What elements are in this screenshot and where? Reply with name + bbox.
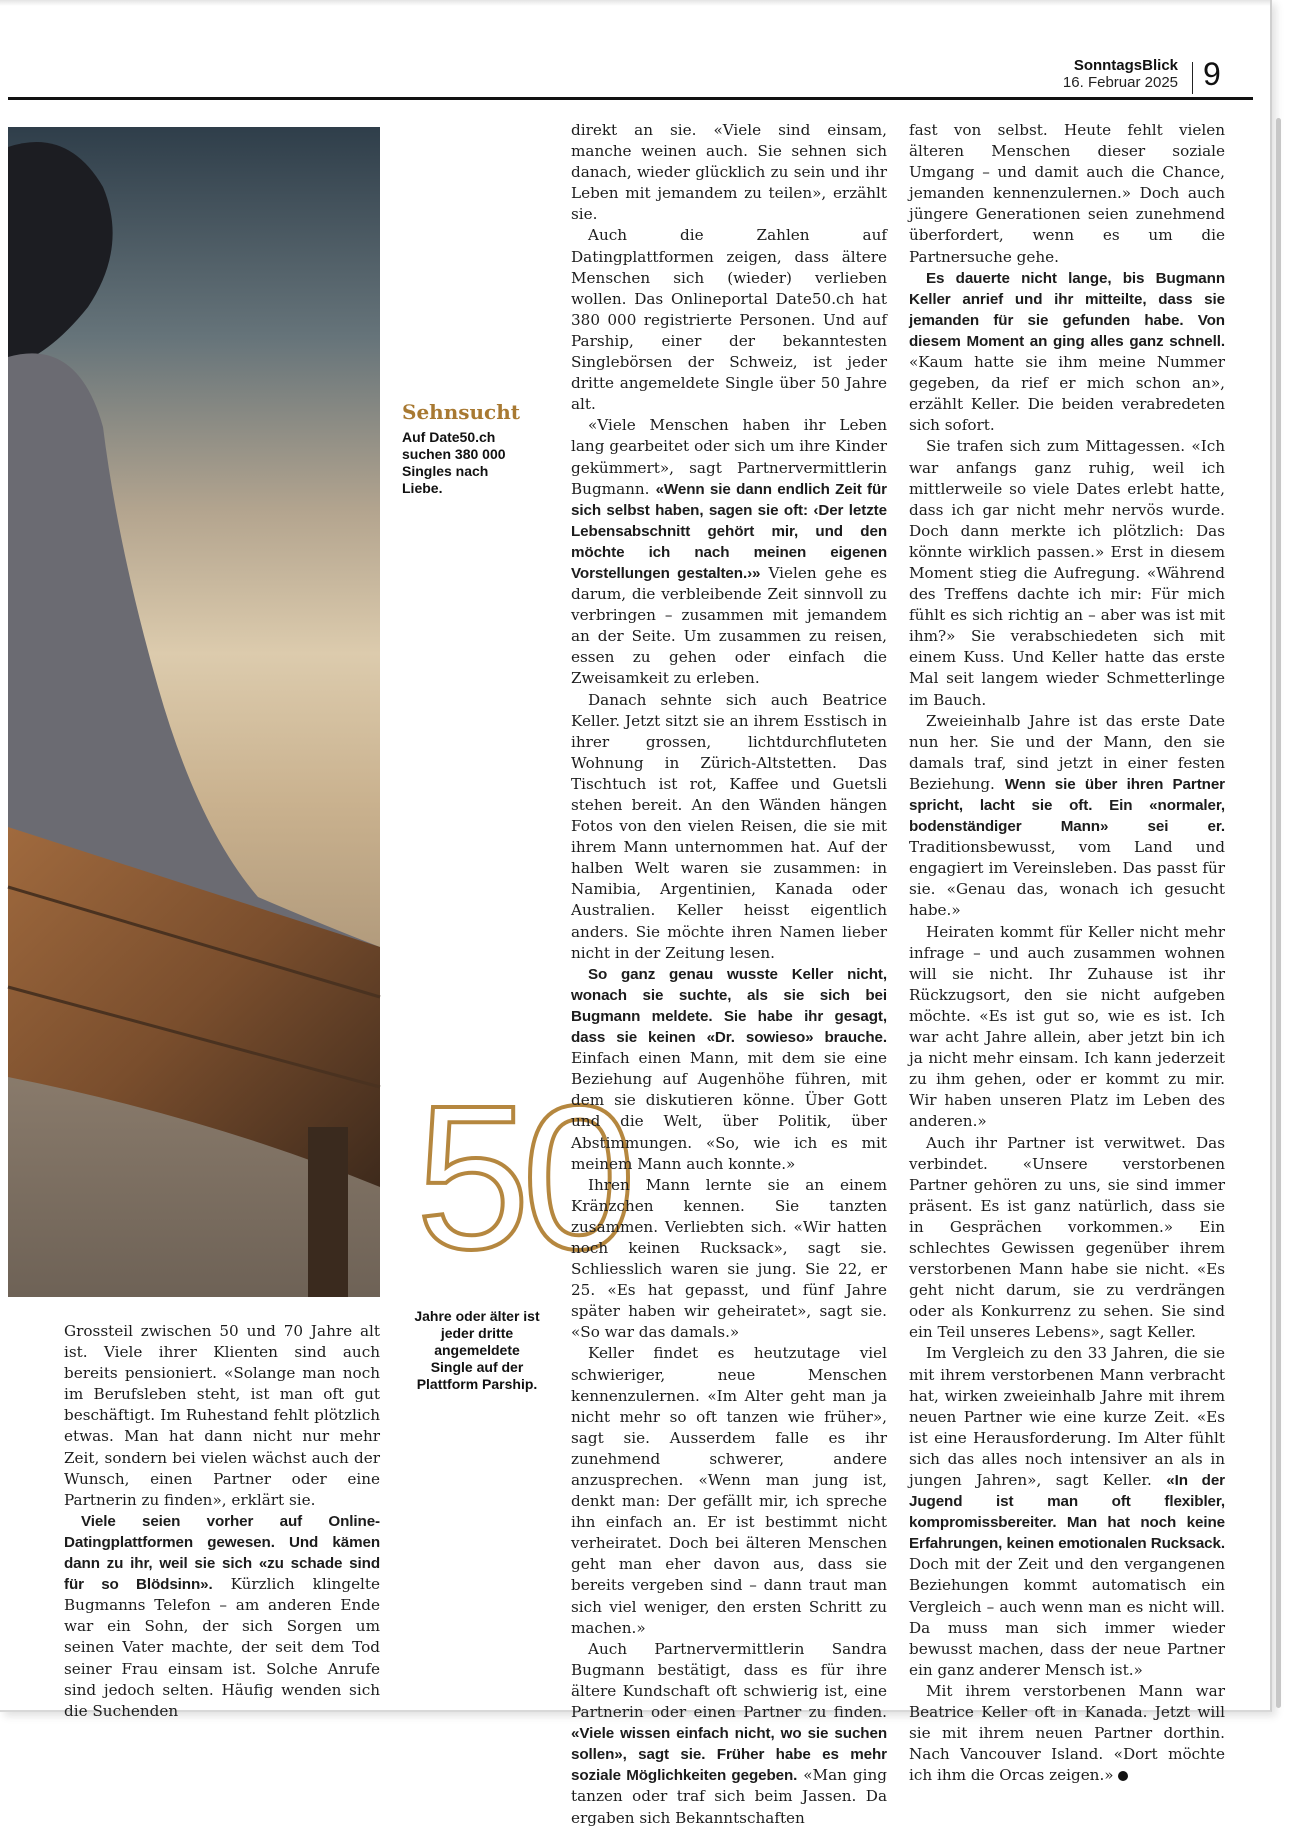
paragraph (571, 690, 887, 964)
paragraph (571, 964, 887, 1175)
paragraph-text: Auch die Zahlen auf Datingplattformen zeigen, dass ältere Menschen sich (wieder) verlieben wollen. Das Onlineportal Date50.ch hat 380 000 registrierte Personen. Und auf Parship, einer der bekanntesten Singlebörsen der Schweiz, ist jeder dritte angemeldete Single über 50 Jahre alt. (571, 226, 887, 414)
publication-date: 16. Februar 2025 (1062, 74, 1178, 91)
highlighted-quote: Wenn sie über ihren Partner spricht, lacht sie oft. Ein «normaler, bodenständiger Mann» sei er. (909, 775, 1225, 836)
paragraph-text: Auch Partnervermittlerin Sandra Bugmann bestätigt, dass es für ihre ältere Kundschaft oft schwierig ist, eine Partnerin oder einen Partner zu finden. (571, 1639, 887, 1722)
paragraph-text: Vielen gehe es darum, die verbleibende Zeit sinnvoll zu verbringen – zusammen mit jemandem an der Seite. Um zusammen zu reisen, essen zu gehen oder einfach die Zweisamkeit zu erleben. (571, 563, 887, 688)
publication-name: SonntagsBlick (1073, 57, 1178, 74)
paragraph (571, 1343, 887, 1638)
paragraph (909, 1343, 1225, 1681)
paragraph (64, 1321, 380, 1511)
paragraph-text: Ihren Mann lernte sie an einem Kränzchen kennen. Sie tanzten zusammen. Verliebten sich. «Wir hatten noch keinen Rucksack», sagt sie. Schliesslich waren sie jung. Sie 22, er 25. «Es hat gepasst, und fünf Jahre später haben wir geheiratet», sagt sie. «So war das damals.» (571, 1175, 887, 1342)
paragraph (571, 120, 887, 225)
paragraph (909, 120, 1225, 268)
paragraph (909, 436, 1225, 710)
paragraph-text: direkt an sie. «Viele sind einsam, manche weinen auch. Sie sehnen sich danach, wieder glücklich zu sein und ihr Leben mit jemandem zu teilen», erzählt sie. (571, 121, 887, 224)
paragraph-text: Traditionsbewusst, vom Land und engagiert im Vereinsleben. Das passt für sie. «Genau das, wonach ich gesucht habe.» (909, 838, 1225, 920)
highlighted-quote: «In der Jugend ist man oft flexibler, kompromissbereiter. Man hat noch keine Erfahrungen, keinen emotionalen Rucksack. (909, 1472, 1225, 1553)
paragraph (909, 1133, 1225, 1344)
paragraph (571, 225, 887, 415)
paragraph-text: Auch ihr Partner ist verwitwet. Das verbindet. «Unsere verstorbenen Partner gehören zu uns, sie sind immer präsent. Es ist ganz natürlich, dass sie in Gesprächen vorkommen.» Ein schlechtes Gewissen gegenüber ihrem verstorbenen Mann habe sie nicht. «Es geht nicht darum, sie zu verdrängen oder als Konkurrenz zu sehen. Sie sind ein Teil unseres Lebens», sagt Keller. (909, 1133, 1225, 1342)
paragraph (64, 1511, 380, 1722)
article-column-right (909, 120, 1225, 1785)
header-divider (1192, 62, 1193, 94)
paragraph (909, 268, 1225, 437)
paragraph-text: Doch mit der Zeit und den vergangenen Beziehungen kommt automatisch ein Vergleich – auch wenn man es nicht will. Da muss man sich immer wieder bewusst machen, dass der neue Partner ein ganz anderer Mensch ist.» (909, 1555, 1225, 1679)
paragraph-text: «Man ging tanzen oder traf sich beim Jassen. Da ergaben sich Bekanntschaften (571, 1766, 887, 1827)
paragraph-text: «Kaum hatte sie ihm meine Nummer gegeben, da rief er mich schon an», erzählt Keller. Die beiden verabredeten sich sofort. (909, 353, 1225, 435)
sidebar-title: Sehnsucht (402, 400, 521, 424)
paragraph (571, 1639, 887, 1829)
paragraph (909, 922, 1225, 1133)
page-number: 9 (1203, 56, 1221, 92)
header-rule (8, 97, 1253, 100)
paragraph-text: Kürzlich klingelte Bugmanns Telefon – am anderen Ende war ein Sohn, der sich Sorgen um seinen Vater machte, der seit dem Tod seiner Frau einsam ist. Solche Anrufe sind jedoch selten. Häufig wenden sich die Suchenden (64, 1575, 380, 1720)
paragraph-text: Zweieinhalb Jahre ist das erste Date nun her. Sie und der Mann, den sie damals traf, sind jetzt in einer festen Beziehung. (909, 711, 1225, 793)
paragraph-text: Grossteil zwischen 50 und 70 Jahre alt ist. Viele ihrer Klienten sind auch bereits pensioniert. «Solange man noch im Berufsleben steht, ist man oft gut beschäftigt. Im Ruhestand fehlt plötzlich etwas. Man hat dann nicht nur mehr Zeit, sondern bei vielen wächst auch der Wunsch, einen Partner oder eine Partnerin zu finden», erklärt sie. (64, 1322, 380, 1509)
top-shadow (0, 0, 1270, 6)
paragraph-text: fast von selbst. Heute fehlt vielen älteren Menschen dieser soziale Umgang – und damit auch die Chance, jemanden kennenzulernen.» Doch auch jüngere Generationen seien zunehmend überfordert, wenn es um die Partnersuche gehe. (909, 121, 1225, 266)
paragraph-text: Einfach einen Mann, mit dem sie eine Beziehung auf Augenhöhe führen, mit dem sie diskutieren könne. Über Gott und die Welt, über Politik, über Abstimmungen. «So, wie ich es mit meinem Mann auch konnte.» (571, 1049, 887, 1173)
paragraph (571, 415, 887, 689)
paragraph (909, 1681, 1225, 1786)
end-mark-icon (1118, 1771, 1128, 1781)
photo-illustration (8, 127, 380, 1297)
paragraph-text: Danach sehnte sich auch Beatrice Keller. Jetzt sitzt sie an ihrem Esstisch in ihrer grossen, lichtdurchfluteten Wohnung in Zürich-Altstetten. Das Tischtuch ist rot, Kaffee und Guetsli stehen bereit. An den Wänden hängen Fotos von den vielen Reisen, die sie mit ihrem Mann unternommen hat. Auf der halben Welt waren sie zusammen: in Namibia, Argentinien, Kanada oder Australien. Keller heisst eigentlich anders. Sie möchte ihren Namen lieber nicht in der Zeitung lesen. (571, 690, 887, 962)
paragraph-text: Sie trafen sich zum Mittagessen. «Ich war anfangs ganz ruhig, weil ich mittlerweile so viele Dates erlebt hatte, dass ich gar nicht mehr nervös wurde. Doch dann merkte ich plötzlich: Das könnte wirklich passen.» Erst in diesem Moment stieg die Aufregung. «Während des Treffens dachte ich mir: Für mich fühlt es sich richtig an – aber was ist mit ihm?» Sie verabschiedeten sich mit einem Kuss. Und Keller hatte das erste Mal seit langem wieder Schmetterlinge im Bauch. (909, 437, 1225, 709)
masthead (1063, 58, 1178, 91)
sidebar-text: Auf Date50.ch suchen 380 000 Singles nach Liebe. (402, 429, 506, 496)
article-column-middle (571, 120, 887, 1827)
highlighted-quote: Es dauerte nicht lange, bis Bugmann Keller anrief und ihr mitteilte, dass sie jemanden für sie gefunden habe. Von diesem Moment an ging alles ganz schnell. (909, 269, 1225, 350)
fact-big-number: 50 (416, 1063, 629, 1292)
highlighted-quote: So ganz genau wusste Keller nicht, wonach sie suchte, als sie sich bei Bugmann meldete. Sie habe ihr gesagt, dass sie keinen «Dr. sowieso» brauche. (571, 965, 887, 1047)
paragraph-text: Im Vergleich zu den 33 Jahren, die sie mit ihrem verstorbenen Mann verbracht hat, wirken zweieinhalb Jahre mit ihrem neuen Partner wie eine kurze Zeit. «Es ist eine Herausforderung. Im Alter fühlt sich das alles noch intensiver an als in jungen Jahren», sagt Keller. (909, 1344, 1225, 1489)
highlighted-quote: «Wenn sie dann endlich Zeit für sich selbst haben, sagen sie oft: ‹Der letzte Lebensabschnitt gehört mir, und den möchte ich nach meinen eigenen Vorstellungen gestalten.›» (571, 480, 887, 582)
paragraph-text: «Viele Menschen haben ihr Leben lang gearbeitet oder sich um ihre Kinder gekümmert», sagt Partnervermittlerin Bugmann. (571, 416, 887, 498)
fact-text: Jahre oder älter ist jeder dritte angemeldete Single auf der Plattform Parship. (414, 1308, 540, 1392)
paragraph-text: Keller findet es heutzutage viel schwieriger, neue Menschen kennenzulernen. «Im Alter geht man ja nicht mehr so oft tanzen wie früher», sagt sie. Ausserdem falle es ihr zunehmend schwerer, andere anzusprechen. «Wenn man jung ist, denkt man: Der gefällt mir, ich spreche ihn einfach an. Er ist bestimmt nicht verheiratet. Doch bei älteren Menschen geht man eher davon aus, dass sie bereits vergeben sind – dann traut man sich viel weniger, den ersten Schritt zu machen.» (571, 1344, 887, 1637)
article-photo (8, 127, 380, 1297)
highlighted-quote: Viele seien vorher auf Online-Datingplattformen gewesen. Und kämen dann zu ihr, weil sie sich «zu schade sind für so Blödsinn». (64, 1512, 380, 1594)
paragraph (909, 711, 1225, 922)
article-column-left (64, 1321, 380, 1720)
scrollbar[interactable] (1276, 118, 1281, 1708)
highlighted-quote: «Viele wissen einfach nicht, wo sie suchen sollen», sagt sie. Früher habe es mehr soziale Möglichkeiten gegeben. (571, 1725, 887, 1785)
paragraph (571, 1175, 887, 1344)
paragraph-text: Mit ihrem verstorbenen Mann war Beatrice Keller oft in Kanada. Jetzt will sie mit ihrem neuen Partner dorthin. Nach Vancouver Island. «Dort möchte ich ihm die Orcas zeigen.» (909, 1681, 1225, 1785)
paragraph-text: Heiraten kommt für Keller nicht mehr infrage – und auch zusammen wohnen will sie nicht. Ihr Zuhause ist ihr Rückzugsort, den sie nicht aufgeben möchte. «Es ist gut so, wie es ist. Ich war acht Jahre allein, aber jetzt bin ich ja nicht mehr einsam. Ich kann jederzeit zu ihm gehen, oder er kommt zu mir. Wir haben unseren Platz im Leben des anderen.» (909, 922, 1225, 1131)
